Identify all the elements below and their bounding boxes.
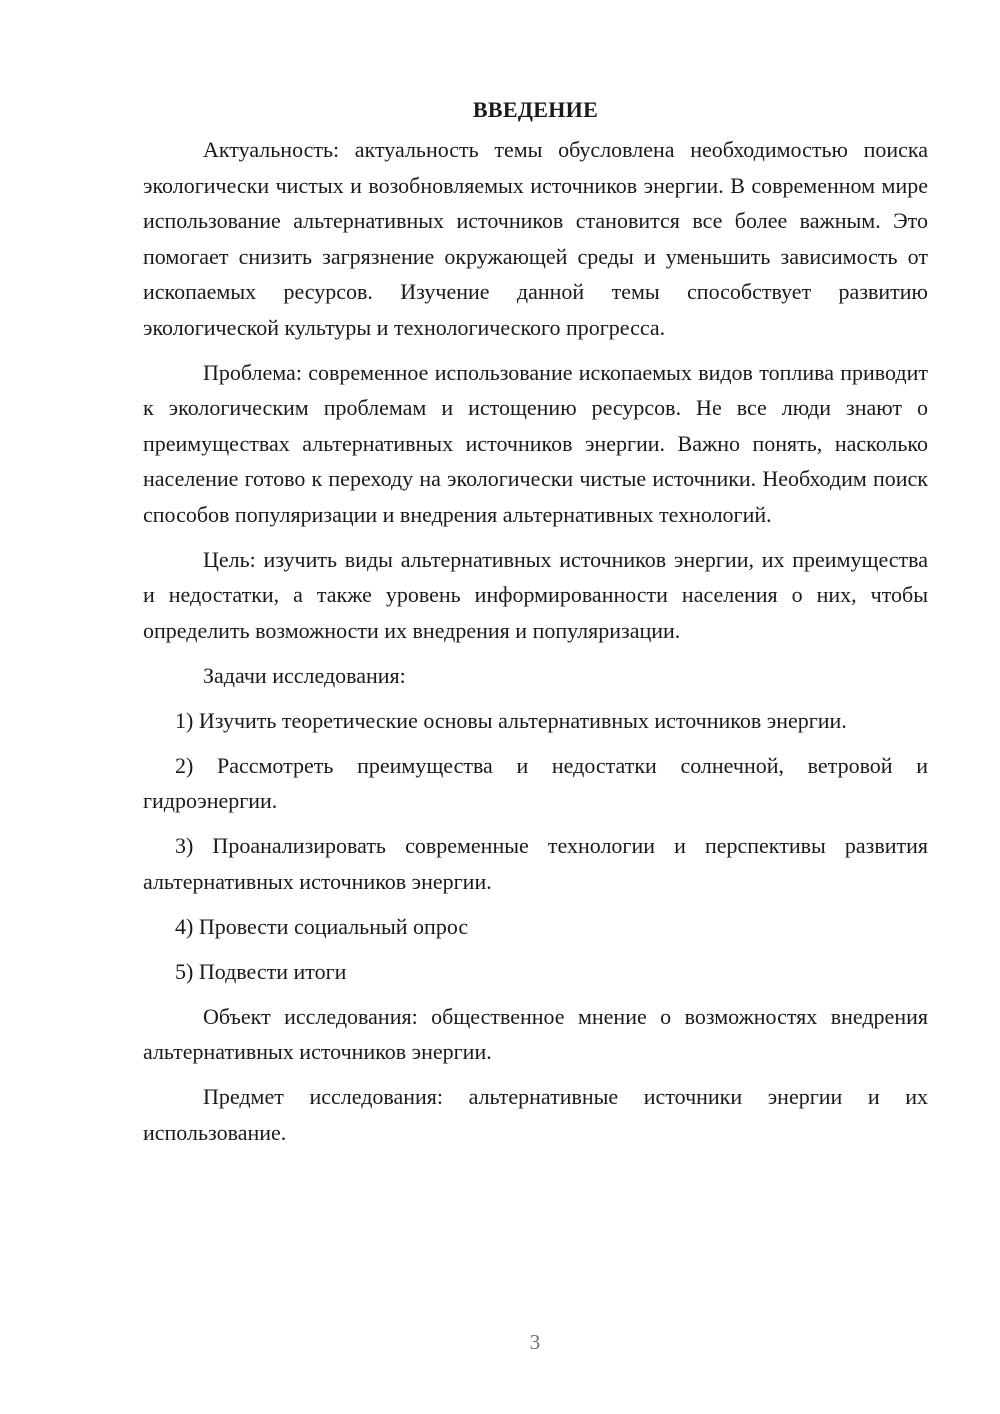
paragraph-object: Объект исследования: общественное мнение о возможностях внедрения альтернативных источников энергии. [143,1003,928,1064]
paragraph-subject: Предмет исследования: альтернативные источники энергии и их использование. [143,1084,928,1145]
tasks-list [143,703,928,990]
list-item: 4) Провести социальный опрос [175,913,469,939]
page-number: 3 [529,1330,541,1354]
paragraph-tasks-heading: Задачи исследования: [203,662,406,688]
list-item: 2) Рассмотреть преимущества и недостатки солнечной, ветровой и гидроэнергии. [143,752,928,813]
list-item: 1) Изучить теоретические основы альтернативных источников энергии. [175,707,847,733]
paragraph-relevance: Актуальность: актуальность темы обусловлена необходимостью поиска экологически чистых и возобновляемых источников энергии. В современном мире использование альтернативных источников становится все более важным. Это помогает снизить загрязнение окружающей среды и уменьшить зависимость от ископаемых ресурсов. Изучение данной темы способствует развитию экологической культуры и технологического прогресса. [143,137,928,340]
paragraph-goal: Цель: изучить виды альтернативных источников энергии, их преимущества и недостатки, а также уровень информированности населения о них, чтобы определить возможности их внедрения и популяризации. [143,546,928,643]
section-title: ВВЕДЕНИЕ [472,97,599,122]
list-item: 3) Проанализировать современные технологии и перспективы развития альтернативных источников энергии. [143,833,928,894]
page-content [143,92,928,1160]
paragraph-problem: Проблема: современное использование ископаемых видов топлива приводит к экологическим проблемам и истощению ресурсов. Не все люди знают о преимуществах альтернативных источников энергии. Важно понять, насколько население готово к переходу на экологически чистые источники. Необходим поиск способов популяризации и внедрения альтернативных технологий. [143,359,928,527]
list-item: 5) Подвести итоги [175,958,347,984]
